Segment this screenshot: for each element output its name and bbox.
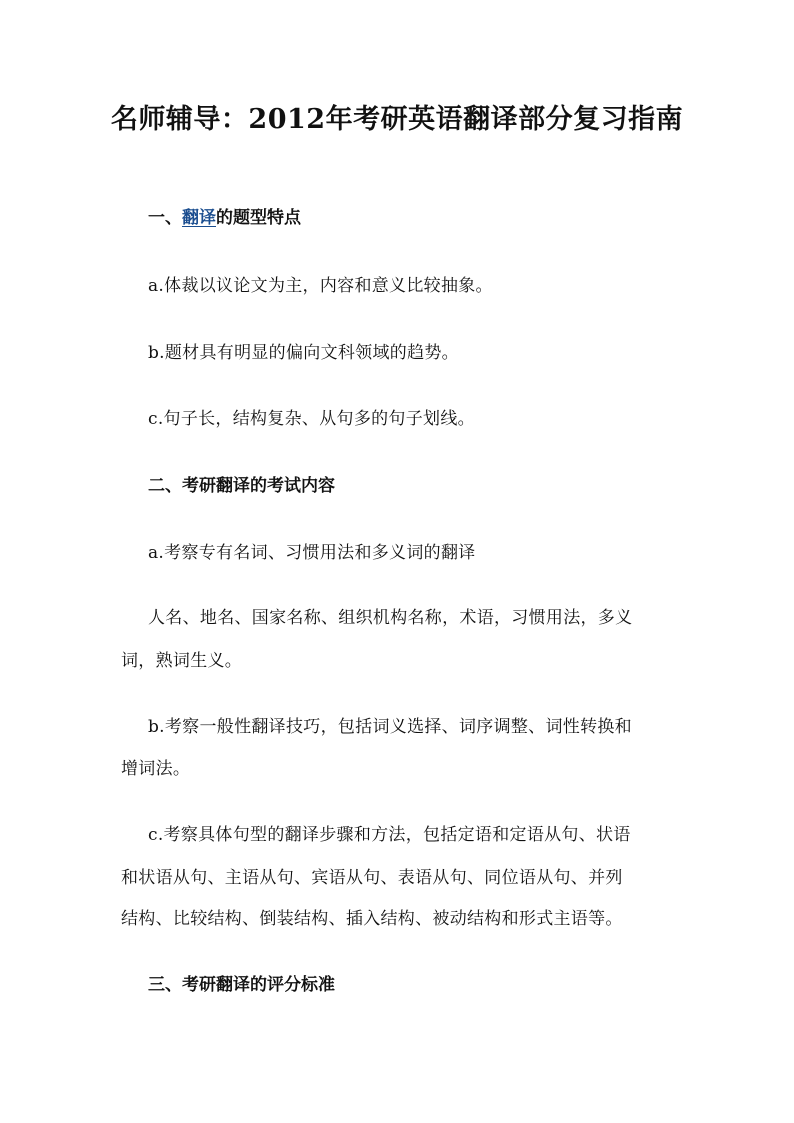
- paragraph-line: 人名、地名、国家名称、组织机构名称，术语，习惯用法，多义: [148, 608, 633, 628]
- paragraph-line: 增词法。: [121, 759, 191, 779]
- section-heading-text: 的题型特点: [216, 208, 301, 228]
- section-heading-2: 二、考研翻译的考试内容: [148, 476, 335, 496]
- list-item: b.题材具有明显的偏向文科领域的趋势。: [148, 343, 459, 363]
- list-item: a.体裁以议论文为主，内容和意义比较抽象。: [148, 276, 493, 296]
- paragraph-line: 和状语从句、主语从句、宾语从句、表语从句、同位语从句、并列: [121, 868, 623, 888]
- section-heading-1: [148, 206, 301, 230]
- section-number: 一、: [148, 208, 182, 228]
- list-item: a.考察专有名词、习惯用法和多义词的翻译: [148, 543, 476, 563]
- paragraph-line: b.考察一般性翻译技巧，包括词义选择、词序调整、词性转换和: [148, 717, 632, 737]
- paragraph-line: 词，熟词生义。: [121, 651, 243, 671]
- paragraph-line: 结构、比较结构、倒装结构、插入结构、被动结构和形式主语等。: [121, 909, 623, 929]
- list-item: c.句子长，结构复杂、从句多的句子划线。: [148, 409, 475, 429]
- section-heading-3: 三、考研翻译的评分标准: [148, 975, 335, 995]
- paragraph-line: c.考察具体句型的翻译步骤和方法，包括定语和定语从句、状语: [148, 825, 631, 845]
- translation-link[interactable]: 翻译: [182, 208, 216, 228]
- document-title: 名师辅导：2012年考研英语翻译部分复习指南: [110, 104, 684, 135]
